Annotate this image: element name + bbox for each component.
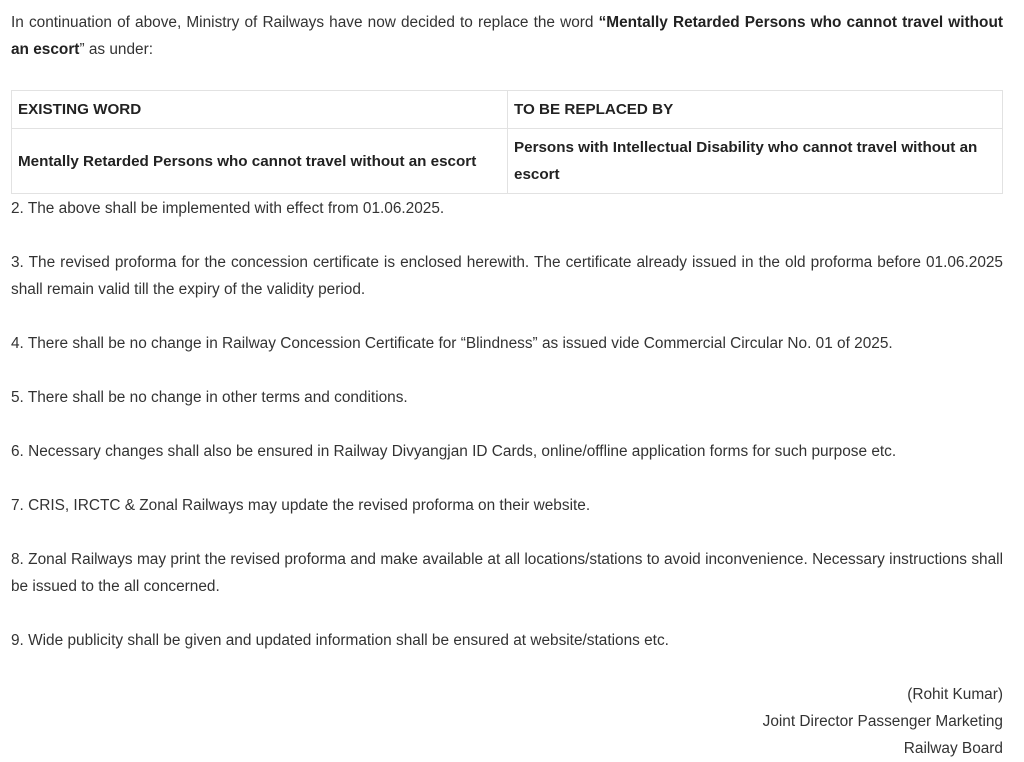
signatory-name: (Rohit Kumar) xyxy=(907,686,1003,703)
intro-bold-phrase: “Mentally Retarded Persons who cannot travel without an escort xyxy=(11,14,1003,58)
paragraph-3: 3. The revised proforma for the concession certificate is enclosed herewith. The certificate already issued in the old proforma before 01.06.2025 shall remain valid till the expiry of the validity period. xyxy=(11,254,1003,298)
paragraph-5: 5. There shall be no change in other terms and conditions. xyxy=(11,389,408,406)
table-header-replacement: TO BE REPLACED BY xyxy=(508,91,1003,129)
paragraph-7: 7. CRIS, IRCTC & Zonal Railways may update the revised proforma on their website. xyxy=(11,497,591,514)
table-cell-replacement: Persons with Intellectual Disability who cannot travel without an escort xyxy=(508,129,1003,194)
intro-text-end: ” as under: xyxy=(79,41,154,58)
table-cell-existing: Mentally Retarded Persons who cannot travel without an escort xyxy=(12,129,508,194)
table-row xyxy=(12,129,1003,194)
intro-paragraph xyxy=(11,9,1003,63)
replacement-table xyxy=(11,90,1003,194)
table-header-row xyxy=(12,91,1003,129)
signatory-designation: Joint Director Passenger Marketing xyxy=(762,713,1003,730)
signature-block xyxy=(11,681,1003,762)
paragraph-9: 9. Wide publicity shall be given and updated information shall be ensured at website/stations etc. xyxy=(11,632,669,649)
table-header-existing: EXISTING WORD xyxy=(12,91,508,129)
paragraph-6: 6. Necessary changes shall also be ensured in Railway Divyangjan ID Cards, online/offline application forms for such purpose etc. xyxy=(11,443,897,460)
paragraph-2: 2. The above shall be implemented with effect from 01.06.2025. xyxy=(11,200,445,217)
intro-text: In continuation of above, Ministry of Railways have now decided to replace the word xyxy=(11,14,599,31)
signatory-office: Railway Board xyxy=(903,740,1003,757)
paragraph-8: 8. Zonal Railways may print the revised proforma and make available at all locations/stations to avoid inconvenience. Necessary instructions shall be issued to the all concerned. xyxy=(11,551,1003,595)
paragraph-4: 4. There shall be no change in Railway Concession Certificate for “Blindness” as issued vide Commercial Circular No. 01 of 2025. xyxy=(11,335,893,352)
